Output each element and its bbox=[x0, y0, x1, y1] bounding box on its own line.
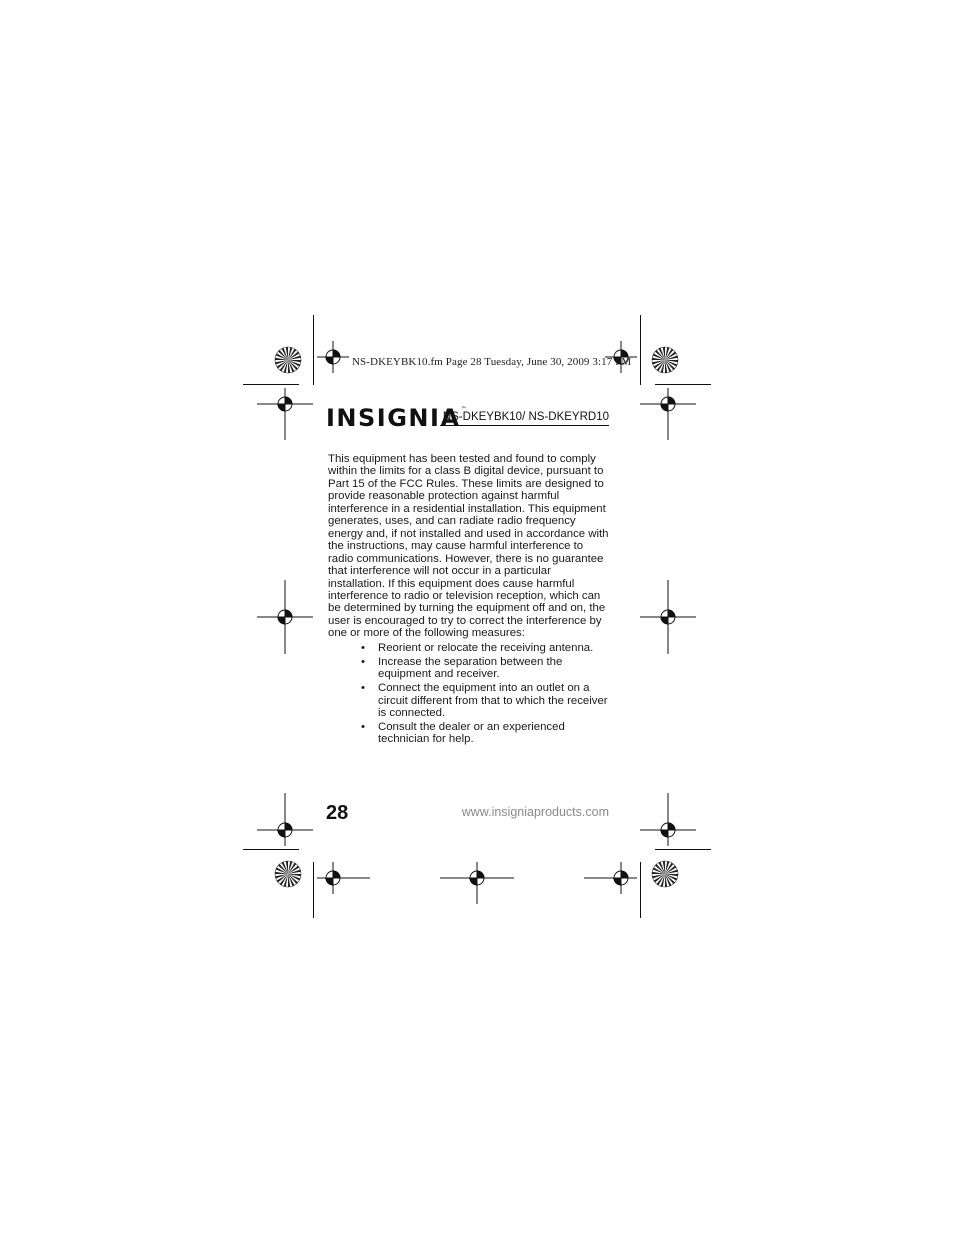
registration-crosshair-icon bbox=[317, 862, 370, 894]
registration-crosshair-icon bbox=[257, 388, 313, 440]
list-item bbox=[328, 682, 610, 719]
starburst-target-icon bbox=[275, 861, 301, 887]
bullet-icon: • bbox=[361, 682, 365, 695]
registration-crosshair-icon bbox=[440, 862, 514, 904]
registration-crosshair-icon bbox=[257, 793, 313, 846]
list-item bbox=[328, 721, 610, 746]
fcc-paragraph: This equipment has been tested and found to comply within the limits for a class B digital device, pursuant to Part 15 of the FCC Rules. These limits are designed to provide reasonable protection against harmful interference in a residential installation. This equipment generates, uses, and can radiate radio frequency energy and, if not installed and used in accordance with the instructions, may cause harmful interference to radio communications. However, there is no guarantee that interference will not occur in a particular installation. If this equipment does cause harmful interference to radio or television reception, which can be determined by turning the equipment off and on, the user is encouraged to try to correct the interference by one or more of the following measures: bbox=[328, 453, 609, 640]
list-item bbox=[328, 656, 610, 681]
bullet-icon: • bbox=[361, 655, 365, 668]
list-item-text: Connect the equipment into an outlet on a circuit different from that to which the receiver is connected. bbox=[378, 682, 608, 720]
list-item-text: Increase the separation between the equipment and receiver. bbox=[378, 655, 563, 681]
registration-crosshair-icon bbox=[640, 793, 696, 846]
logo-text: INSIGNIA bbox=[326, 404, 461, 432]
page-number: 28 bbox=[326, 802, 349, 824]
footer-url: www.insigniaproducts.com bbox=[461, 805, 609, 819]
trademark-symbol: ™ bbox=[460, 406, 469, 413]
list-item bbox=[328, 642, 610, 654]
registration-crosshair-icon bbox=[317, 341, 349, 373]
registration-crosshair-icon bbox=[257, 580, 313, 654]
starburst-target-icon bbox=[275, 347, 301, 373]
registration-crosshair-icon bbox=[640, 388, 696, 440]
registration-crosshair-icon bbox=[584, 862, 637, 894]
starburst-target-icon bbox=[652, 347, 678, 373]
trim-marks-top bbox=[243, 315, 711, 385]
bullet-icon: • bbox=[361, 721, 365, 734]
file-stamp: NS-DKEYBK10.fm Page 28 Tuesday, June 30, 2009 3:17 PM bbox=[352, 356, 632, 368]
bullet-icon: • bbox=[361, 641, 365, 654]
measures-list bbox=[328, 642, 610, 746]
fcc-statement bbox=[328, 453, 610, 747]
list-item-text: Consult the dealer or an experienced technician for help. bbox=[378, 721, 565, 746]
registration-crosshair-icon bbox=[640, 580, 696, 654]
list-item-text: Reorient or relocate the receiving antenna. bbox=[378, 641, 594, 654]
starburst-target-icon bbox=[652, 861, 678, 887]
model-number: NS-DKEYBK10/ NS-DKEYRD10 bbox=[440, 411, 609, 426]
